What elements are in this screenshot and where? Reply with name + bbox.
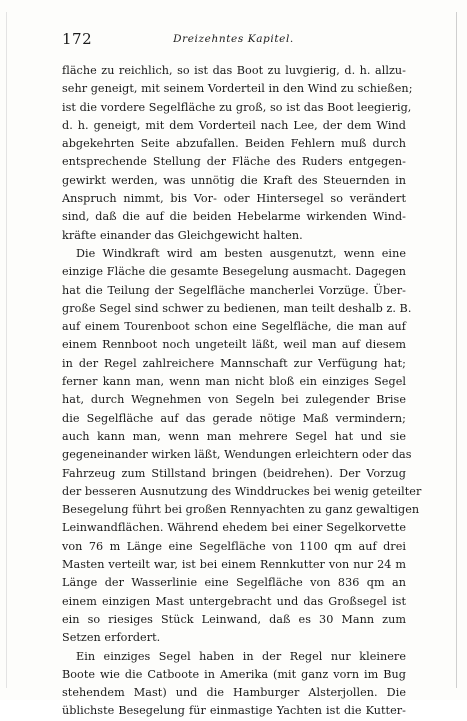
text-line: hat, durch Wegnehmen von Segeln bei zulegender Brise <box>62 393 406 407</box>
text-line: gegeneinander wirken läßt, Wendungen erleichtern oder das <box>62 448 412 462</box>
text-line: hat die Teilung der Segelfläche mancherlei Vorzüge. Über- <box>62 283 406 297</box>
text-line: Fahrzeug zum Stillstand bringen (beidrehen). Der Vorzug <box>62 466 406 480</box>
text-line: ferner kann man, wenn man nicht bloß ein einziges Segel <box>62 375 406 389</box>
text-line: von 76 m Länge eine Segelfläche von 1100 qm auf drei <box>62 539 406 553</box>
text-line: entsprechende Stellung der Fläche des Ruders entgegen- <box>62 155 406 169</box>
chapter-title: Dreizehntes Kapitel. <box>173 33 294 45</box>
running-head <box>62 30 405 48</box>
text-line: Boote wie die Catboote in Amerika (mit ganz vorn im Bug <box>62 667 406 681</box>
paragraph-start-line: Ein einziges Segel haben in der Regel nur kleinere <box>76 649 406 663</box>
text-line: auf einem Tourenboot schon eine Segelfläche, die man auf <box>62 320 406 334</box>
text-line: Länge der Wasserlinie eine Segelfläche von 836 qm an <box>62 576 406 590</box>
text-line: die Segelfläche auf das gerade nötige Maß vermindern; <box>62 411 406 425</box>
page-edge-left <box>6 12 7 688</box>
text-line: große Segel sind schwer zu bedienen, man teilt deshalb z. B. <box>62 301 412 315</box>
text-line: d. h. geneigt, mit dem Vorderteil nach Lee, der dem Wind <box>62 118 406 132</box>
text-line: Leinwandflächen. Während ehedem bei einer Segelkorvette <box>62 521 406 535</box>
paragraph-end-line: kräfte einander das Gleichgewicht halten. <box>62 228 303 242</box>
paragraph-end-line: Setzen erfordert. <box>62 631 161 645</box>
text-line: einzige Fläche die gesamte Besegelung ausmacht. Dagegen <box>62 265 406 279</box>
text-line: abgekehrten Seite abzufallen. Beiden Fehlern muß durch <box>62 137 406 151</box>
text-line: gewirkt werden, was unnötig die Kraft des Steuernden in <box>62 173 406 187</box>
text-line: einem einzigen Mast untergebracht und das Großsegel ist <box>62 594 406 608</box>
text-line: sind, daß die auf die beiden Hebelarme wirkenden Wind- <box>62 210 406 224</box>
text-line: Anspruch nimmt, bis Vor- oder Hintersegel so verändert <box>62 192 406 206</box>
text-line: ein so riesiges Stück Leinwand, daß es 30 Mann zum <box>62 612 406 626</box>
page-edge-right <box>456 12 457 688</box>
text-line: in der Regel zahlreichere Mannschaft zur Verfügung hat; <box>62 356 406 370</box>
text-line: üblichste Besegelung für einmastige Yachten ist die Kutter- <box>62 704 406 718</box>
page-number: 172 <box>62 30 93 48</box>
text-line: sehr geneigt, mit seinem Vorderteil in den Wind zu schießen; <box>62 82 413 96</box>
text-line: einem Rennboot noch ungeteilt läßt, weil man auf diesem <box>62 338 406 352</box>
text-line: fläche zu reichlich, so ist das Boot zu luvgierig, d. h. allzu- <box>62 64 406 77</box>
text-line: auch kann man, wenn man mehrere Segel hat und sie <box>62 429 406 443</box>
paragraph-start-line: Die Windkraft wird am besten ausgenutzt, wenn eine <box>76 246 406 260</box>
body-text <box>62 62 422 721</box>
text-line: Besegelung führt bei großen Rennyachten zu ganz gewaltigen <box>62 503 420 517</box>
text-line: stehendem Mast) und die Hamburger Alsterjollen. Die <box>62 686 406 700</box>
text-line: ist die vordere Segelfläche zu groß, so ist das Boot leegierig, <box>62 100 412 114</box>
text-line: der besseren Ausnutzung des Winddruckes bei wenig geteilter <box>62 484 422 498</box>
text-line: Masten verteilt war, ist bei einem Rennkutter von nur 24 m <box>62 558 406 572</box>
